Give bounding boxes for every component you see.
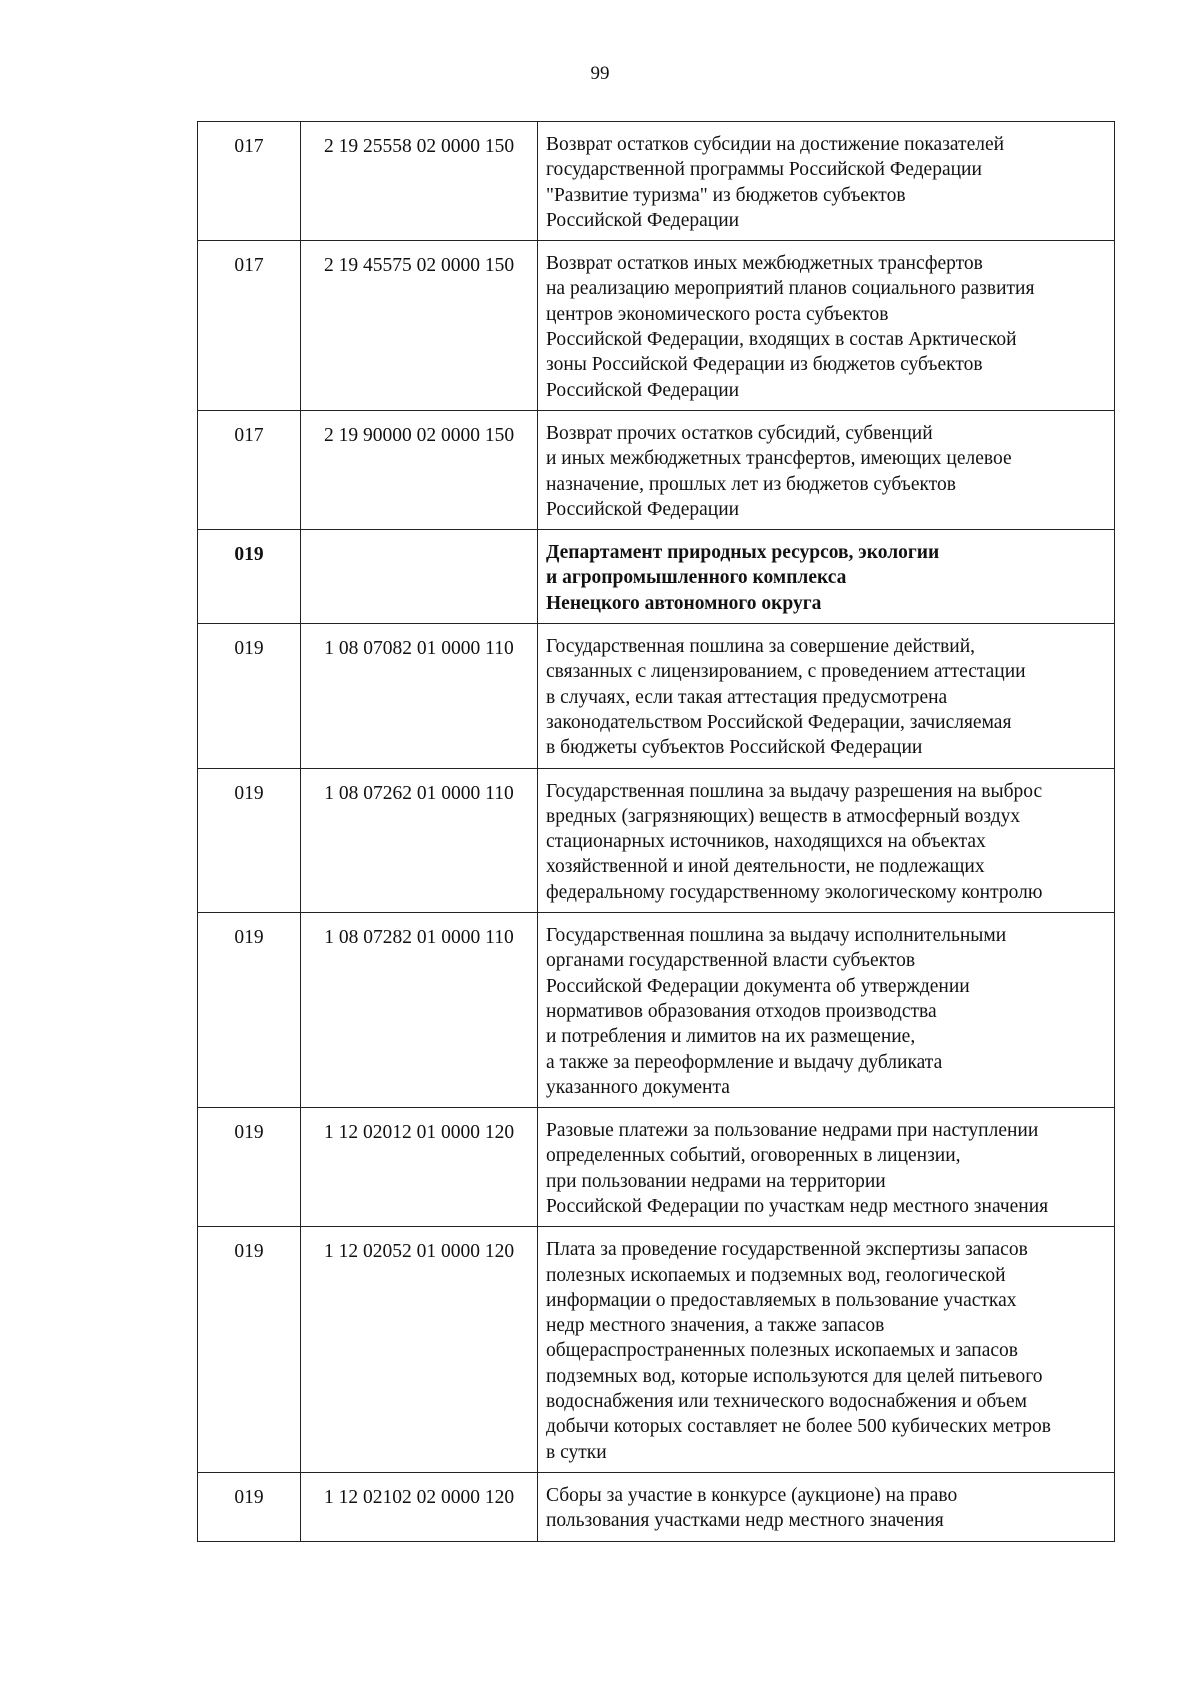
admin-code-cell: 019	[198, 624, 301, 768]
revenue-name-cell	[538, 530, 1115, 624]
revenue-name-line: и потребления и лимитов на их размещение,	[546, 1026, 916, 1048]
table-row	[198, 913, 1115, 1108]
revenue-name-line: стационарных источников, находящихся на объектах	[546, 831, 986, 853]
revenue-name-line: указанного документа	[546, 1076, 730, 1098]
revenue-name-line: Российской Федерации, входящих в состав Арктической	[546, 329, 1017, 351]
table-row	[198, 241, 1115, 411]
revenue-code-cell: 1 12 02052 01 0000 120	[301, 1227, 538, 1473]
table-row	[198, 122, 1115, 241]
revenue-name-line: в случаях, если такая аттестация предусмотрена	[546, 686, 948, 708]
revenue-code-cell: 2 19 90000 02 0000 150	[301, 410, 538, 529]
admin-code-cell: 019	[198, 913, 301, 1108]
revenue-name-line: общераспространенных полезных ископаемых и запасов	[546, 1340, 1018, 1362]
revenue-name-line: законодательством Российской Федерации, зачисляемая	[546, 711, 1012, 733]
admin-code-cell: 019	[198, 1472, 301, 1541]
revenue-name-line: недр местного значения, а также запасов	[546, 1315, 885, 1337]
revenue-name-line: Плата за проведение государственной экспертизы запасов	[546, 1239, 1028, 1261]
revenue-name-line: на реализацию мероприятий планов социального развития	[546, 278, 1035, 300]
revenue-name-line: в сутки	[546, 1441, 607, 1463]
revenue-name-line: Департамент природных ресурсов, экологии	[546, 542, 940, 564]
revenue-name-line: государственной программы Российской Федерации	[546, 159, 982, 181]
revenue-code-cell: 1 08 07262 01 0000 110	[301, 768, 538, 912]
revenue-name-cell	[538, 122, 1115, 241]
revenue-name-line: Ненецкого автономного округа	[546, 592, 822, 614]
table-row	[198, 624, 1115, 768]
revenue-code-cell: 2 19 25558 02 0000 150	[301, 122, 538, 241]
admin-code-cell: 017	[198, 122, 301, 241]
revenue-name-line: полезных ископаемых и подземных вод, геологической	[546, 1264, 1006, 1286]
admin-code-cell: 019	[198, 530, 301, 624]
revenue-name-cell	[538, 768, 1115, 912]
revenue-name-line: и иных межбюджетных трансфертов, имеющих целевое	[546, 448, 1012, 470]
revenue-name-line: "Развитие туризма" из бюджетов субъектов	[546, 184, 906, 206]
revenue-name-line: Российской Федерации	[546, 498, 740, 520]
revenue-name-cell	[538, 410, 1115, 529]
revenue-name-line: Возврат прочих остатков субсидий, субвенций	[546, 422, 933, 444]
table-row	[198, 530, 1115, 624]
revenue-name-line: нормативов образования отходов производства	[546, 1000, 937, 1022]
revenue-code-cell: 1 08 07282 01 0000 110	[301, 913, 538, 1108]
revenue-name-line: назначение, прошлых лет из бюджетов субъектов	[546, 473, 956, 495]
revenue-code-cell	[301, 530, 538, 624]
revenue-name-cell	[538, 624, 1115, 768]
revenue-name-line: определенных событий, оговоренных в лицензии,	[546, 1145, 961, 1167]
admin-code-cell: 017	[198, 241, 301, 411]
table-row	[198, 768, 1115, 912]
revenue-name-cell	[538, 1108, 1115, 1227]
revenue-name-line: Российской Федерации	[546, 209, 740, 231]
table-row	[198, 410, 1115, 529]
revenue-name-line: Государственная пошлина за выдачу разрешения на выброс	[546, 780, 1043, 802]
revenue-name-line: федеральному государственному экологическому контролю	[546, 881, 1043, 903]
revenue-name-line: добычи которых составляет не более 500 кубических метров	[546, 1416, 1052, 1438]
table-row	[198, 1472, 1115, 1541]
revenue-name-cell	[538, 913, 1115, 1108]
page-number: 99	[590, 63, 610, 84]
admin-code-cell: 019	[198, 1227, 301, 1473]
revenue-code-cell: 1 12 02012 01 0000 120	[301, 1108, 538, 1227]
revenue-name-line: Государственная пошлина за выдачу исполнительными	[546, 925, 1007, 947]
revenue-name-line: и агропромышленного комплекса	[546, 567, 847, 589]
revenue-name-line: зоны Российской Федерации из бюджетов субъектов	[546, 354, 983, 376]
revenue-name-cell	[538, 1472, 1115, 1541]
revenue-name-cell	[538, 1227, 1115, 1473]
revenue-name-line: Сборы за участие в конкурсе (аукционе) на право	[546, 1484, 958, 1506]
revenue-name-line: информации о предоставляемых в пользование участках	[546, 1289, 1017, 1311]
admin-code-cell: 019	[198, 768, 301, 912]
revenue-name-line: хозяйственной и иной деятельности, не подлежащих	[546, 856, 985, 878]
revenue-name-line: Российской Федерации по участкам недр местного значения	[546, 1195, 1049, 1217]
revenue-name-line: Возврат остатков иных межбюджетных трансфертов	[546, 253, 983, 275]
table-body	[198, 122, 1115, 1542]
admin-code-cell: 017	[198, 410, 301, 529]
revenue-code-cell: 1 08 07082 01 0000 110	[301, 624, 538, 768]
revenue-name-line: Российской Федерации документа об утверждении	[546, 975, 970, 997]
revenue-name-line: подземных вод, которые используются для целей питьевого	[546, 1365, 1043, 1387]
revenue-name-line: органами государственной власти субъектов	[546, 950, 916, 972]
revenue-code-cell: 1 12 02102 02 0000 120	[301, 1472, 538, 1541]
table-row	[198, 1227, 1115, 1473]
revenue-name-cell	[538, 241, 1115, 411]
admin-code-cell: 019	[198, 1108, 301, 1227]
revenue-name-line: а также за переоформление и выдачу дубликата	[546, 1051, 943, 1073]
revenue-name-line: Возврат остатков субсидии на достижение показателей	[546, 134, 1005, 155]
revenue-name-line: Российской Федерации	[546, 379, 740, 401]
revenue-name-line: пользования участками недр местного значения	[546, 1510, 944, 1532]
revenue-name-line: центров экономического роста субъектов	[546, 303, 889, 325]
revenue-name-line: Разовые платежи за пользование недрами при наступлении	[546, 1120, 1039, 1142]
revenue-name-line: вредных (загрязняющих) веществ в атмосферный воздух	[546, 805, 1021, 827]
revenue-name-line: в бюджеты субъектов Российской Федерации	[546, 737, 923, 759]
table-row	[198, 1108, 1115, 1227]
revenue-name-line: связанных с лицензированием, с проведением аттестации	[546, 661, 1026, 683]
revenue-name-line: Государственная пошлина за совершение действий,	[546, 636, 976, 658]
budget-codes-table	[197, 121, 1115, 1542]
revenue-code-cell: 2 19 45575 02 0000 150	[301, 241, 538, 411]
revenue-name-line: водоснабжения или технического водоснабжения и объем	[546, 1391, 1027, 1413]
revenue-name-line: при пользовании недрами на территории	[546, 1170, 886, 1192]
